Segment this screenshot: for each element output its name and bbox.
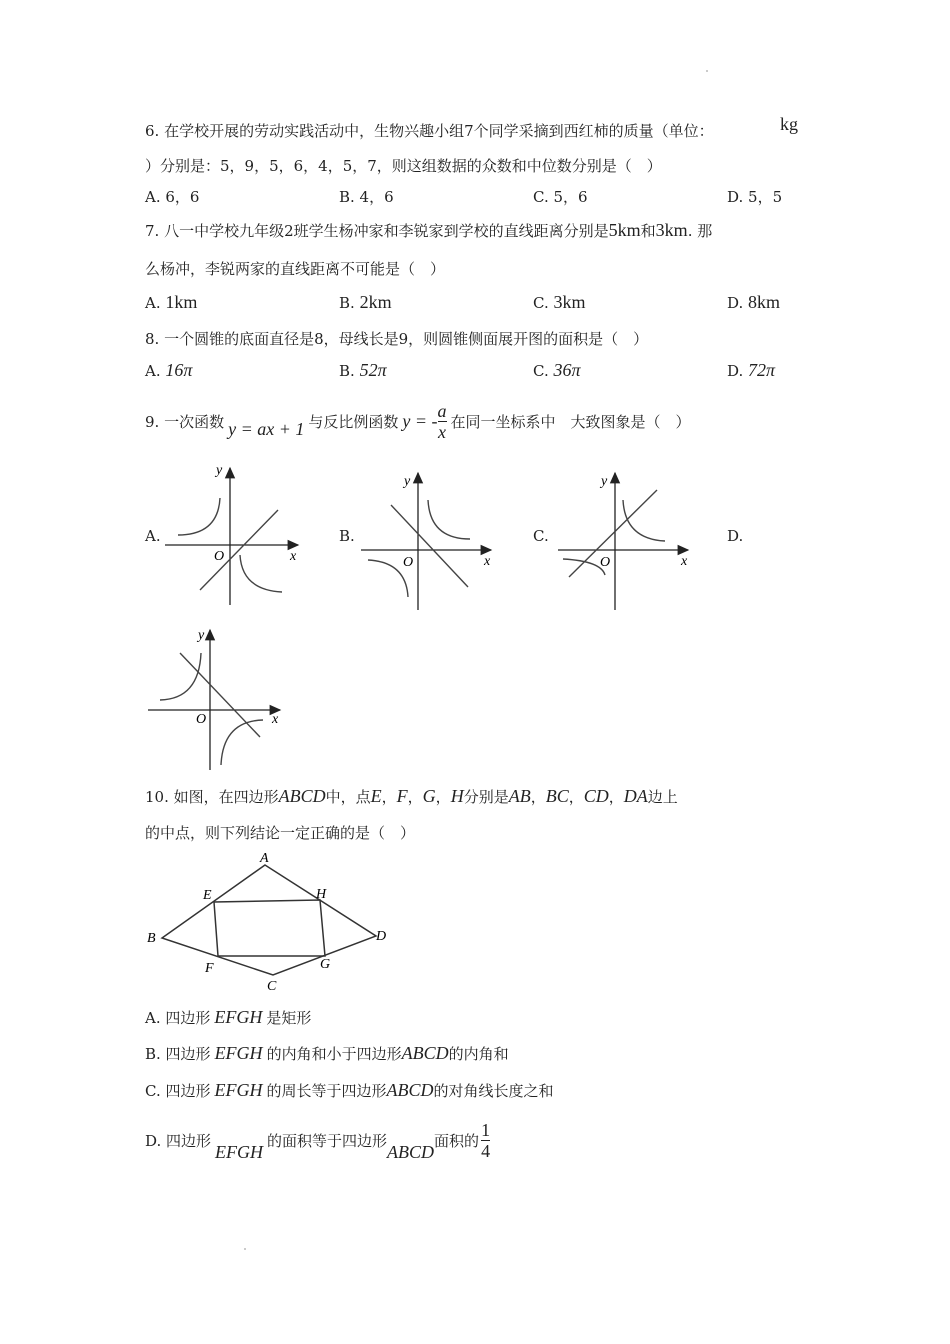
hyperbola-branch: [428, 500, 470, 539]
q9-inverse-function-lhs: y = -: [402, 410, 438, 431]
fraction-one-quarter: [481, 1120, 490, 1161]
q9-graph-d: [145, 625, 290, 775]
scan-dot: [706, 70, 708, 72]
option-value: 1km: [165, 292, 198, 312]
hyperbola-branch: [368, 560, 408, 597]
q8-option-a[interactable]: [145, 360, 192, 381]
q10-side-da: DA: [623, 786, 648, 806]
q8-option-b[interactable]: [339, 360, 387, 381]
q7-option-c[interactable]: [533, 292, 586, 313]
q9-text: 9. 一次函数: [145, 412, 225, 431]
q7-distance-2: 3km: [655, 220, 688, 240]
q10-text-edge: 边上: [647, 788, 678, 806]
origin-label: O: [214, 549, 225, 564]
q10-quad-abcd: ABCD: [278, 786, 326, 806]
origin-label: O: [600, 555, 611, 570]
q6-text: 6. 在学校开展的劳动实践活动中，生物兴趣小组7个同学采摘到西红柿的质量（单位：: [145, 122, 714, 140]
vertex-label-b: B: [147, 931, 156, 946]
q8-line: 8. 一个圆锥的底面直径是8，母线长是9，则圆锥侧面展开图的面积是（ ）: [145, 330, 649, 348]
option-text: 的内角和: [448, 1045, 509, 1063]
option-text: 的内角和小于四边形: [266, 1045, 402, 1063]
x-axis-label: x: [681, 554, 688, 569]
option-text: B. 四边形: [145, 1045, 211, 1063]
quad-efgh-label: EFGH: [215, 1141, 264, 1162]
q9-linear-function: y = ax + 1: [228, 418, 305, 439]
q6-line2: ）分别是：5，9，5，6，4，5，7，则这组数据的众数和中位数分别是（ ）: [145, 157, 662, 175]
q9-line: [145, 398, 691, 444]
y-axis-label: y: [404, 474, 411, 489]
option-text: 的对角线长度之和: [433, 1082, 554, 1100]
option-text: 的面积等于四边形: [267, 1131, 388, 1150]
linear-line: [391, 505, 468, 587]
option-value: 36π: [553, 360, 581, 380]
option-letter: B.: [339, 362, 355, 380]
q10-option-c[interactable]: [145, 1080, 554, 1101]
q9-option-a[interactable]: A.: [145, 527, 161, 545]
option-text: 的周长等于四边形: [266, 1082, 387, 1100]
quad-efgh-label: EFGH: [214, 1043, 263, 1063]
vertex-label-f: F: [205, 961, 214, 976]
q9-text-mid: 与反比例函数: [308, 412, 399, 431]
q10-text-point: 中，点: [325, 788, 371, 806]
q10-option-b[interactable]: [145, 1043, 509, 1064]
y-axis-label: y: [601, 474, 608, 489]
hyperbola-branch: [160, 653, 201, 700]
q7-distance-1: 5km: [608, 220, 641, 240]
linear-line: [180, 653, 260, 737]
option-letter: B.: [339, 294, 355, 312]
q10-text-respectively: 分别是: [463, 788, 509, 806]
quad-abcd: [162, 865, 376, 975]
q9-option-b[interactable]: B.: [339, 527, 355, 545]
option-text: A. 四边形: [145, 1009, 211, 1027]
option-letter: A.: [145, 294, 161, 312]
option-value: 52π: [359, 360, 387, 380]
linear-line: [569, 490, 657, 577]
hyperbola-branch: [623, 500, 665, 541]
q10-option-a[interactable]: [145, 1007, 311, 1028]
origin-label: O: [196, 712, 207, 727]
quad-efgh: [214, 900, 325, 956]
q6-option-b[interactable]: B. 4，6: [339, 188, 394, 206]
scan-dot: [244, 1248, 246, 1250]
x-axis-label: x: [290, 549, 297, 564]
fraction-numerator: 1: [481, 1119, 491, 1140]
hyperbola-branch: [178, 498, 220, 535]
option-letter: C.: [533, 362, 549, 380]
q9-graph-a: [160, 460, 305, 610]
fraction-denominator: x: [438, 421, 447, 442]
q7-line1: [145, 220, 712, 241]
option-text: C. 四边形: [145, 1082, 211, 1100]
q9-inverse-fraction: [438, 401, 447, 442]
option-value: 8km: [748, 292, 781, 312]
fraction-numerator: a: [437, 400, 447, 421]
fraction-denominator: 4: [481, 1140, 491, 1161]
x-axis-label: x: [272, 712, 279, 727]
q7-option-b[interactable]: [339, 292, 392, 313]
y-axis-label: y: [216, 463, 223, 478]
q10-text: 10. 如图，在四边形: [145, 788, 279, 806]
q6-option-d[interactable]: D. 5，5: [727, 188, 783, 206]
option-text: 是矩形: [266, 1009, 312, 1027]
quad-abcd-label: ABCD: [401, 1043, 449, 1063]
quad-efgh-label: EFGH: [214, 1007, 263, 1027]
option-value: 72π: [748, 360, 776, 380]
option-text: 面积的: [434, 1131, 480, 1150]
q10-side-bc: BC: [545, 786, 569, 806]
quad-abcd-label: ABCD: [387, 1141, 435, 1162]
quad-abcd-label: ABCD: [386, 1080, 434, 1100]
option-letter: A.: [145, 362, 161, 380]
vertex-label-d: D: [376, 929, 387, 944]
vertex-label-e: E: [203, 888, 212, 903]
q7-text-end: . 那: [687, 222, 713, 240]
x-axis-label: x: [484, 554, 491, 569]
q9-graph-c: [555, 465, 700, 615]
q10-side-cd: CD: [583, 786, 609, 806]
hyperbola-branch: [240, 555, 282, 592]
option-letter: D.: [727, 294, 744, 312]
option-value: 16π: [165, 360, 193, 380]
q7-and: 和: [640, 222, 656, 240]
vertex-label-a: A: [260, 851, 269, 866]
q9-option-c[interactable]: C.: [533, 527, 549, 545]
q10-point-g: G: [422, 786, 436, 806]
option-value: 2km: [359, 292, 392, 312]
q10-line1: 10. 如图，在四边形ABCD中，点E，F，G，H分别是AB，BC，CD，DA边上: [145, 786, 678, 806]
q9-option-d[interactable]: D.: [727, 527, 744, 545]
origin-label: O: [403, 555, 414, 570]
vertex-label-g: G: [320, 957, 331, 972]
y-axis-label: y: [198, 628, 205, 643]
q8-option-c[interactable]: [533, 360, 581, 381]
q10-point-h: H: [450, 786, 464, 806]
q10-point-f: F: [396, 786, 408, 806]
vertex-label-h: H: [316, 887, 327, 902]
quad-efgh-label: EFGH: [214, 1080, 263, 1100]
q7-option-a[interactable]: [145, 292, 197, 313]
option-text: D. 四边形: [145, 1131, 212, 1150]
q6-option-a[interactable]: A. 6，6: [145, 188, 200, 206]
q7-text: 7. 八一中学校九年级2班学生杨冲家和李锐家到学校的直线距离分别是: [145, 222, 609, 240]
hyperbola-branch: [221, 720, 263, 765]
q6-line1: [145, 120, 714, 141]
q10-point-e: E: [370, 786, 382, 806]
q10-figure: [140, 848, 400, 998]
q9-graph-b: [358, 465, 503, 615]
q6-option-c[interactable]: C. 5，6: [533, 188, 588, 206]
vertex-label-c: C: [267, 979, 277, 994]
q7-line2: 么杨冲，李锐两家的直线距离不可能是（ ）: [145, 260, 446, 278]
option-letter: D.: [727, 362, 744, 380]
q10-line2: 的中点，则下列结论一定正确的是（ ）: [145, 824, 416, 842]
q8-option-d[interactable]: [727, 360, 775, 381]
option-value: 3km: [553, 292, 586, 312]
q10-option-d[interactable]: [145, 1114, 490, 1166]
q6-unit: kg: [780, 114, 798, 134]
option-letter: C.: [533, 294, 549, 312]
q9-text-end: 在同一坐标系中 大致图象是（ ）: [450, 412, 691, 431]
q7-option-d[interactable]: [727, 292, 780, 313]
q10-side-ab: AB: [508, 786, 531, 806]
